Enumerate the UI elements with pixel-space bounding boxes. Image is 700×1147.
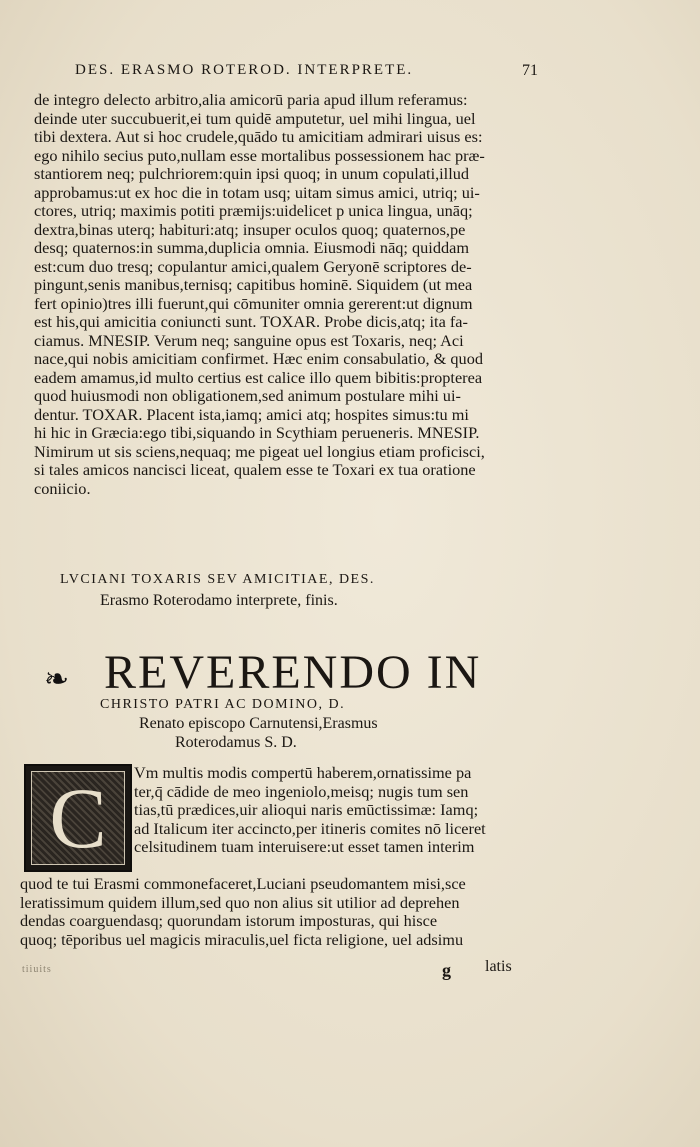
dedication-line-3: Roterodamus S. D. <box>175 734 297 751</box>
text-line: coniicio. <box>34 479 91 498</box>
dedication-line-2: Renato episcopo Carnutensi,Erasmus <box>139 715 378 732</box>
running-head: DES. ERASMO ROTEROD. INTERPRETE. <box>75 62 414 78</box>
text-line: Nimirum ut sis sciens,nequaq; me pigeat uel longius etiam proficisci, <box>34 442 485 461</box>
dedication-heading: REVERENDO IN <box>104 646 482 699</box>
text-line: tias,tū prædices,uir alioqui naris emūctissimæ: Iamq; <box>134 801 479 819</box>
text-line: dentur. TOXAR. Placent ista,iamq; amici atq; hospites simus:tu mi <box>34 405 469 424</box>
text-line: approbamus:ut ex hoc die in totam usq; uitam simus amici, utriq; ui- <box>34 183 480 202</box>
text-line: dextra,binas uterq; habituri:atq; insuper oculos quoq; quaternos,pe <box>34 220 466 239</box>
text-line: leratissimum quidem illum,sed quo non alius sit utilior ad deprehen <box>20 893 460 912</box>
intro-indented-text <box>134 764 530 857</box>
text-line: ter,q̄ cādide de meo ingeniolo,meisq; nugis tum sen <box>134 782 469 801</box>
intro-full-text <box>20 875 532 949</box>
text-line: quoq; tēporibus uel magicis miraculis,uel ficta religione, uel adsimu <box>20 930 464 949</box>
main-text-block <box>34 91 534 498</box>
text-line: pingunt,senis manibus,ternisq; capitibus hominē. Siquidem (ut mea <box>34 276 473 294</box>
catchword: latis <box>485 958 512 975</box>
text-line: stantiorem neq; pulchriorem:quin ipsi quoq; in unum copulati,illud <box>34 165 470 183</box>
text-line: fert opinio)tres illi fuerunt,qui cōmuniter omnia gererent:ut dignum <box>34 294 473 313</box>
text-line: est:cum duo tresq; copulantur amici,qualem Geryonē scriptores de- <box>34 257 472 276</box>
text-line: de integro delecto arbitro,alia amicorū paria apud illum referamus: <box>34 91 468 109</box>
colophon-subtitle: Erasmo Roterodamo interprete, finis. <box>100 592 338 609</box>
text-line: tibi dextera. Aut si hoc crudele,quādo tu amicitiam admirari uisus es: <box>34 128 483 146</box>
text-line: nace,qui nobis amicitiam confirmet. Hæc enim consabulatio, & quod <box>34 350 483 368</box>
page-number: 71 <box>522 62 538 79</box>
colophon-title: LVCIANI TOXARIS SEV AMICITIAE, DES. <box>60 572 375 587</box>
text-line: si tales amicos nancisci liceat, qualem esse te Toxari ex tua oratione <box>34 461 476 479</box>
decorated-initial <box>24 764 132 872</box>
text-line: ego nihilo secius puto,nullam esse mortalibus possessionem hac præ- <box>34 146 485 165</box>
text-line: est his,qui amicitia coniuncti sunt. TOXAR. Probe dicis,atq; ita fa- <box>34 313 468 331</box>
text-line: Vm multis modis compertū haberem,ornatissime pa <box>134 764 472 782</box>
text-line: ctores, utriq; maximis potiti præmijs:uidelicet p unica lingua, unāq; <box>34 202 473 220</box>
drop-cap-letter: C <box>49 770 107 866</box>
text-line: desq; quaternos:in summa,duplicia omnia. Eiusmodi nāq; quiddam <box>34 239 470 257</box>
text-line: quod te tui Erasmi commonefaceret,Luciani pseudomantem misi,sce <box>20 875 466 893</box>
text-line: dendas coarguendasq; quorundam istorum imposturas, qui hisce <box>20 912 438 930</box>
text-line: celsitudinem tuam interuisere:ut esset tamen interim <box>134 838 475 856</box>
stray-mark: tiiuits <box>22 964 52 975</box>
text-line: ad Italicum iter accincto,per itineris comites nō liceret <box>134 819 486 838</box>
text-line: eadem amamus,id multo certius est calice illo quem bibitis:propterea <box>34 368 483 387</box>
text-line: ciamus. MNESIP. Verum neq; sanguine opus est Toxaris, neq; Aci <box>34 331 464 350</box>
signature-mark: g <box>442 960 451 980</box>
text-line: hi hic in Græcia:ego tibi,siquando in Scythiam perueneris. MNESIP. <box>34 424 480 442</box>
text-line: quod huiusmodi non obligationem,sed animum postulare mihi ui- <box>34 387 461 405</box>
dedication-line-1: CHRISTO PATRI AC DOMINO, D. <box>100 697 346 712</box>
fleuron-ornament-icon: ❧ <box>44 662 70 697</box>
text-line: deinde uter succubuerit,ei tum quidē amputetur, uel mihi lingua, uel <box>34 109 476 128</box>
